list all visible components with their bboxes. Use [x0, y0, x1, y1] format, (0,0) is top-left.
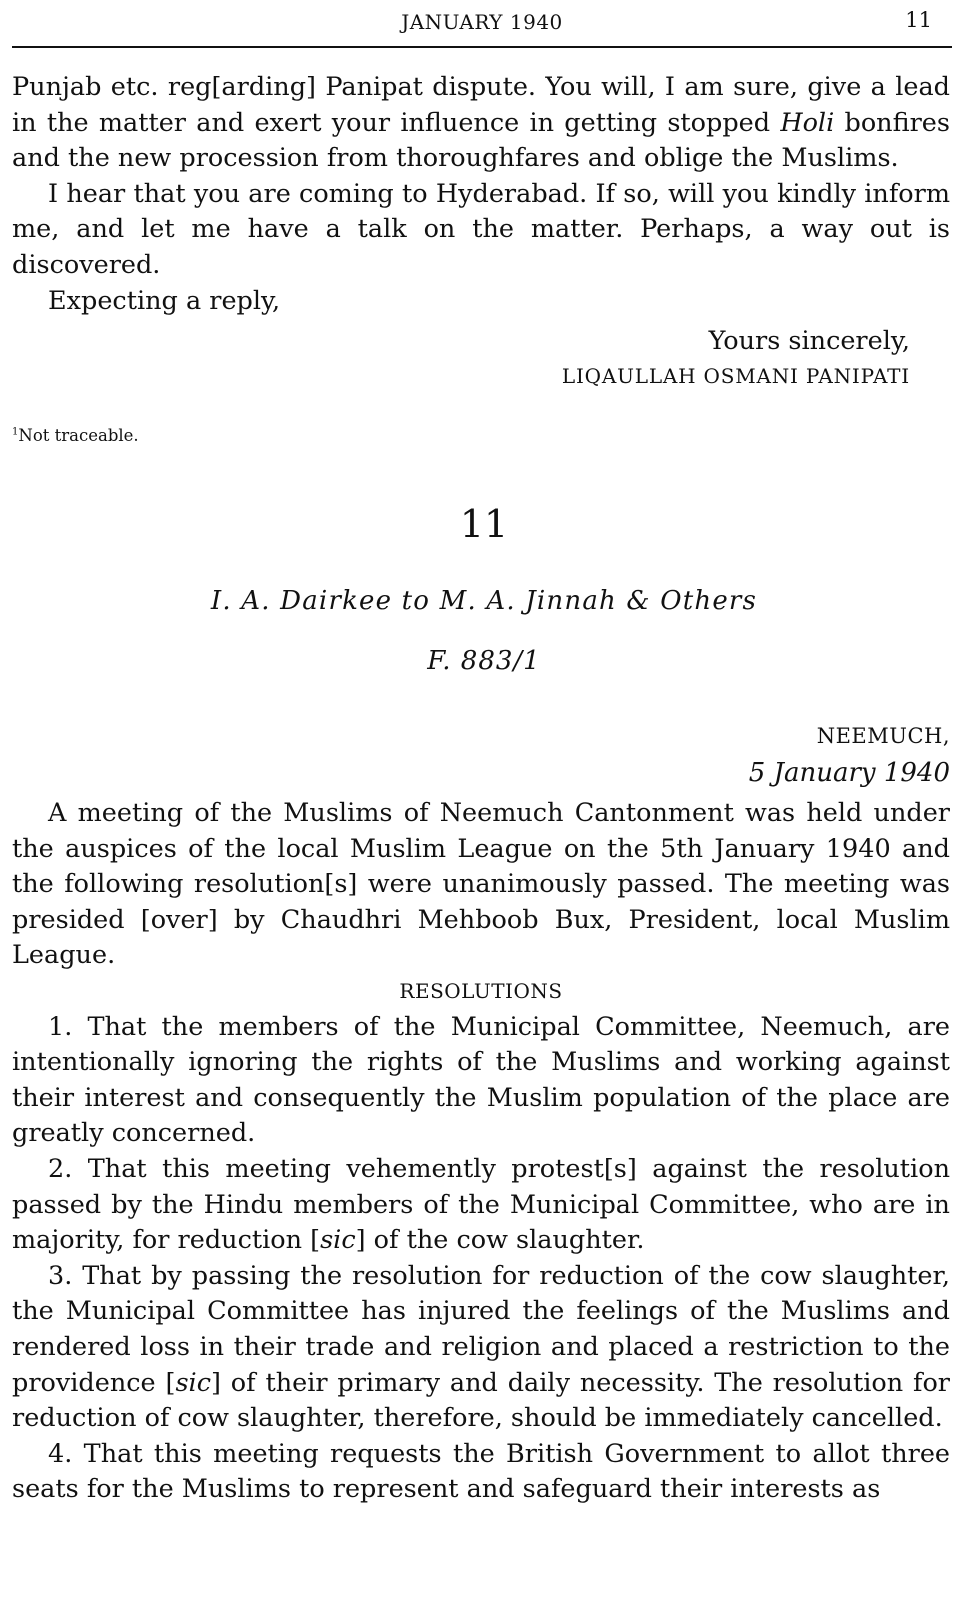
dateline-date: 5 January 1940 [748, 758, 950, 788]
running-head [12, 6, 952, 40]
italic-term: sic [175, 1367, 211, 1398]
dateline-place: NEEMUCH, [816, 724, 950, 748]
resolution-item: 1. That the members of the Municipal Committee, Neemuch, are intentionally ignoring the rights of the Muslims and working against their interest and consequently the Muslim population of the place are greatly concerned. [12, 1011, 950, 1149]
resolution-item: 2. That this meeting vehemently protest[s] against the resolution passed by the Hindu members of the Municipal Committee, who are in majority, for reduction [sic] of the cow slaughter. [12, 1153, 950, 1256]
italic-term: Holi [780, 107, 835, 138]
header-rule [12, 46, 952, 48]
page-number: 11 [905, 8, 932, 32]
footnote-marker: 1 [12, 426, 19, 438]
letter-closing: Yours sincerely, [708, 326, 910, 356]
paragraph: I hear that you are coming to Hyderabad. If so, will you kindly inform me, and let me have a talk on the matter. Perhaps, a way out is discovered. [12, 178, 950, 280]
letter-10-body [12, 70, 950, 319]
resolutions-heading: RESOLUTIONS [399, 978, 563, 1003]
resolution-item: 3. That by passing the resolution for reduction of the cow slaughter, the Municipal Committee has injured the feelings of the Muslims and rendered loss in their trade and religion and placed a restriction to the providence [sic] of their primary and daily necessity. The resolution for reduction of cow slaughter, therefore, should be immediately cancelled. [12, 1260, 950, 1434]
resolution-item: 4. That this meeting requests the British Government to allot three seats for the Muslims to represent and safeguard their interests as [12, 1438, 950, 1505]
letter-signature: LIQAULLAH OSMANI PANIPATI [561, 364, 910, 388]
document-number: 11 [459, 502, 509, 546]
document-reference: F. 883/1 [427, 646, 541, 676]
paragraph: Punjab etc. reg[arding] Panipat dispute. You will, I am sure, give a lead in the matter and exert your influence in getting stopped Holi bonfires and the new procession from thoroughfares and oblige the Muslims. [12, 72, 950, 174]
document-heading: I. A. Dairkee to M. A. Jinnah & Others [210, 586, 758, 616]
footnote [12, 426, 139, 445]
running-title: JANUARY 1940 [401, 10, 563, 34]
paragraph: Expecting a reply, [48, 285, 281, 316]
italic-term: sic [320, 1225, 356, 1256]
footnote-text: Not traceable. [18, 426, 139, 445]
intro-paragraph: A meeting of the Muslims of Neemuch Cantonment was held under the auspices of the local Muslim League on the 5th January 1940 and the following resolution[s] were unanimously passed. The meeting was presided [over] by Chaudhri Mehboob Bux, President, local Muslim League. [12, 798, 950, 971]
document-11-body [12, 796, 950, 1508]
